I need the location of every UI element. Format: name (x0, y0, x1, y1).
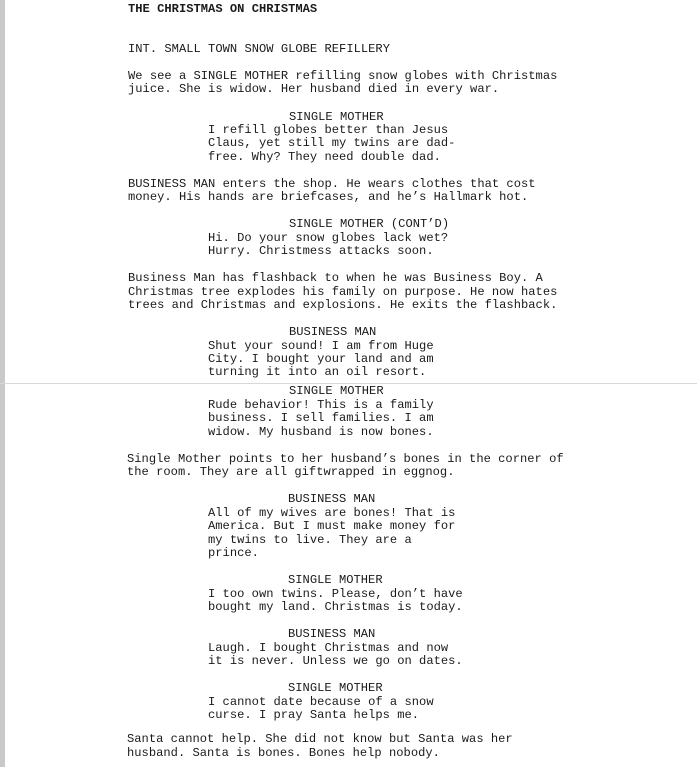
dialogue-line: America. But I must make money for (208, 519, 456, 533)
character-cue: SINGLE MOTHER (289, 384, 384, 398)
character-cue: BUSINESS MAN (288, 492, 376, 506)
character-cue: BUSINESS MAN (288, 627, 376, 641)
action-line: juice. She is widow. Her husband died in every war. (128, 82, 500, 96)
dialogue-line: All of my wives are bones! That is (208, 506, 456, 520)
dialogue-line: Rude behavior! This is a family (208, 398, 434, 412)
screenplay-title: THE CHRISTMAS ON CHRISTMAS (128, 2, 318, 16)
dialogue-line: curse. I pray Santa helps me. (208, 708, 420, 722)
action-line: Business Man has flashback to when he was Business Boy. A (128, 271, 543, 285)
character-cue: SINGLE MOTHER (289, 110, 384, 124)
scene-heading: INT. SMALL TOWN SNOW GLOBE REFILLERY (128, 42, 390, 56)
dialogue-line: Shut your sound! I am from Huge (208, 339, 434, 353)
dialogue-line: I too own twins. Please, don’t have (208, 587, 463, 601)
dialogue-line: my twins to live. They are a (208, 533, 412, 547)
dialogue-line: City. I bought your land and am (208, 352, 434, 366)
action-line: Single Mother points to her husband’s bones in the corner of (127, 452, 564, 466)
dialogue-line: turning it into an oil resort. (208, 365, 427, 379)
dialogue-line: widow. My husband is now bones. (208, 425, 434, 439)
action-line: Santa cannot help. She did not know but Santa was her (127, 732, 513, 746)
character-cue: SINGLE MOTHER (CONT’D) (289, 217, 450, 231)
dialogue-line: it is never. Unless we go on dates. (208, 654, 463, 668)
action-line: money. His hands are briefcases, and he’s Hallmark hot. (128, 190, 529, 204)
dialogue-line: Claus, yet still my twins are dad- (208, 136, 456, 150)
character-cue: SINGLE MOTHER (288, 681, 383, 695)
dialogue-line: prince. (208, 546, 259, 560)
action-line: Christmas tree explodes his family on purpose. He now hates (128, 285, 558, 299)
dialogue-line: business. I sell families. I am (208, 411, 434, 425)
action-line: husband. Santa is bones. Bones help nobody. (127, 746, 440, 760)
action-line: the room. They are all giftwrapped in eggnog. (127, 465, 455, 479)
dialogue-line: Laugh. I bought Christmas and now (208, 641, 449, 655)
dialogue-line: Hi. Do your snow globes lack wet? (208, 231, 449, 245)
action-line: trees and Christmas and explosions. He exits the flashback. (128, 298, 558, 312)
character-cue: SINGLE MOTHER (288, 573, 383, 587)
dialogue-line: free. Why? They need double dad. (208, 150, 441, 164)
action-line: We see a SINGLE MOTHER refilling snow globes with Christmas (128, 69, 558, 83)
dialogue-line: I refill globes better than Jesus (208, 123, 449, 137)
action-line: BUSINESS MAN enters the shop. He wears clothes that cost (128, 177, 536, 191)
dialogue-line: I cannot date because of a snow (208, 695, 434, 709)
character-cue: BUSINESS MAN (289, 325, 377, 339)
dialogue-line: Hurry. Christmess attacks soon. (208, 244, 434, 258)
dialogue-line: bought my land. Christmas is today. (208, 600, 463, 614)
